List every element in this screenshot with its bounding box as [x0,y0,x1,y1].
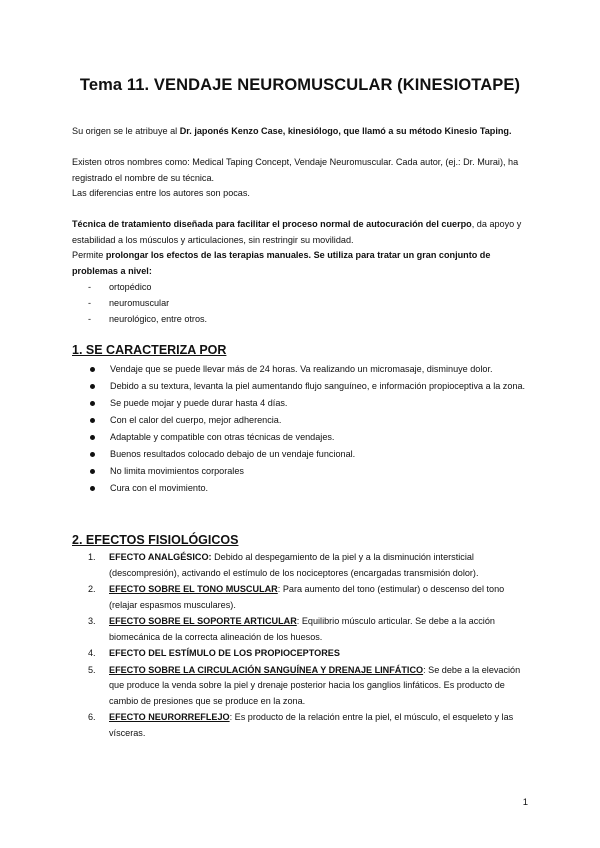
effects-list [88,550,533,743]
list-item [90,361,530,377]
bullet-icon [90,401,95,406]
item-label: EFECTO SOBRE EL TONO MUSCULAR [109,584,278,595]
list-item [88,614,533,646]
bullet-text: Debido a su textura, levanta la piel aumentando flujo sanguíneo, e información propioceptiva a la zona. [110,381,526,391]
item-number: 5. [88,664,96,675]
section-heading-characteristics: 1. SE CARACTERIZA POR [72,343,227,357]
bullet-text: Vendaje que se puede llevar más de 24 horas. Va realizando un micromasaje, disminuye dolor. [110,364,493,374]
list-item [88,582,533,614]
list-item [90,446,530,462]
characteristics-list [90,361,530,497]
intro-paragraph-prolong [72,248,532,279]
technique-bold-text: Técnica de tratamiento diseñada para facilitar el proceso normal de autocuración del cuerpo [72,219,472,229]
level-text: neurológico, entre otros. [109,314,208,324]
page-number: 1 [522,797,528,808]
list-item [90,480,530,496]
list-item [90,412,530,428]
item-text: Debido al despegamiento de la piel y a la disminución intersticial (descompresión), activando el estímulo de los nociceptores (encargadas transmisión dolor). [109,552,479,578]
level-text: neuromuscular [109,298,170,308]
bullet-icon [90,367,95,372]
prolong-text: Permite [72,250,106,260]
list-item [88,646,533,662]
item-label: EFECTO NEURORREFLEJO [109,712,230,723]
item-number: 1. [88,552,96,562]
level-text: ortopédico [109,282,152,292]
item-number: 2. [88,584,96,595]
item-label: EFECTO SOBRE EL SOPORTE ARTICULAR [109,616,297,627]
bullet-text: Cura con el movimiento. [110,483,209,493]
section-heading-effects: 2. EFECTOS FISIOLÓGICOS [72,533,239,547]
list-item [88,279,207,295]
item-label: EFECTO DEL ESTÍMULO DE LOS PROPIOCEPTORES [109,648,340,659]
bullet-icon [90,418,95,423]
bullet-icon [90,384,95,389]
list-item [88,663,533,710]
item-text: : Equilibrio músculo articular. Se debe a la acción biomecánica de la correcta alineación de los huesos. [109,616,495,642]
bullet-text: No limita movimientos corporales [110,466,244,476]
item-label: EFECTO ANALGÉSICO: [109,552,212,562]
origin-text: Su origen se le atribuye al [72,126,180,136]
list-item [88,295,207,311]
intro-paragraph-differences: Las diferencias entre los autores son pocas. [72,188,250,198]
bullet-icon [90,486,95,491]
item-text: : Se debe a la elevación que produce la venda sobre la piel y drenaje posterior hacia los ganglios linfáticos. Es producto de cambio de presiones que se produce en la zona. [109,664,521,707]
list-item [90,395,530,411]
bullet-text: Adaptable y compatible con otras técnicas de vendajes. [110,432,335,442]
list-item [88,311,207,327]
bullet-icon [90,452,95,457]
intro-paragraph-technique [72,217,532,248]
bullet-icon [90,469,95,474]
item-number: 6. [88,712,96,723]
dash-marker: - [88,298,92,308]
item-label: EFECTO SOBRE LA CIRCULACIÓN SANGUÍNEA Y DRENAJE LINFÁTICO [109,664,424,675]
intro-paragraph-origin [72,124,532,140]
levels-list [88,279,207,327]
bullet-icon [90,435,95,440]
list-item [90,378,530,394]
bullet-text: Con el calor del cuerpo, mejor adherencia. [110,415,282,425]
list-item [90,463,530,479]
dash-marker: - [88,282,92,292]
page-title: Tema 11. VENDAJE NEUROMUSCULAR (KINESIOTAPE) [79,76,521,94]
technique-text: , da apoyo y estabilidad a los músculos y articulaciones, sin restringir su movilidad. [72,219,522,245]
intro-paragraph-names: Existen otros nombres como: Medical Taping Concept, Vendaje Neuromuscular. Cada autor, (ej.: Dr. Murai), ha registrado el nombre de su técnica. [72,157,519,183]
origin-bold-text: Dr. japonés Kenzo Case, kinesiólogo, que llamó a su método Kinesio Taping. [179,126,512,136]
list-item [88,550,533,582]
dash-marker: - [88,314,92,324]
list-item [88,710,533,742]
item-number: 4. [88,648,96,659]
bullet-text: Buenos resultados colocado debajo de un vendaje funcional. [110,449,356,459]
item-text: : Para aumento del tono (estimular) o descenso del tono (relajar espasmos musculares). [109,584,505,610]
bullet-text: Se puede mojar y puede durar hasta 4 días. [110,398,288,408]
list-item [90,429,530,445]
item-text: : Es producto de la relación entre la piel, el músculo, el esqueleto y las vísceras. [109,712,514,739]
item-number: 3. [88,616,96,627]
prolong-bold-text: prolongar los efectos de las terapias manuales. Se utiliza para tratar un gran conjunto de problemas a nivel: [72,250,491,276]
